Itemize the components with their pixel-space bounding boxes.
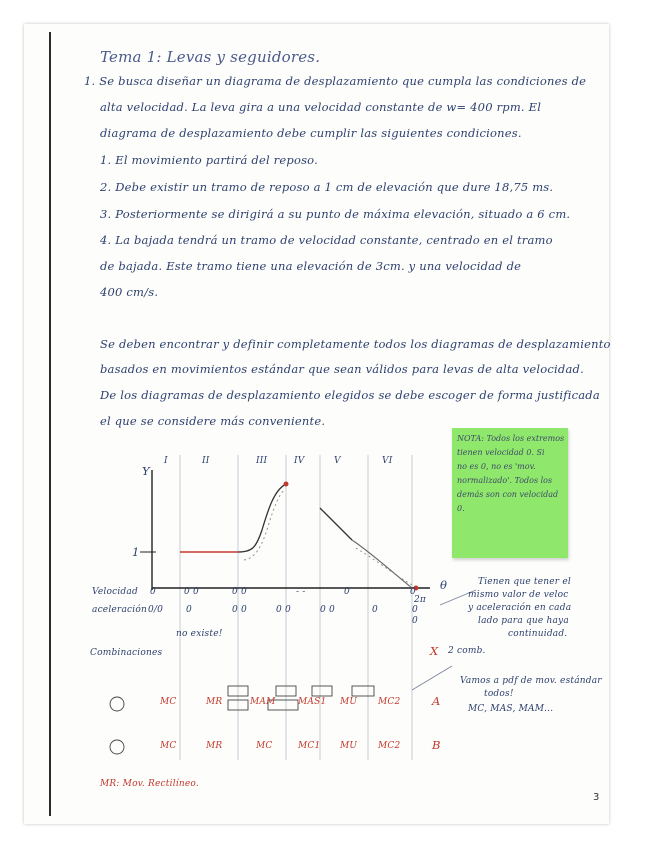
combo-a-mov: MR (206, 697, 223, 707)
combination-x: X (430, 644, 439, 658)
no-existe-note: no existe! (176, 629, 223, 639)
task-line: basados en movimientos estándar que sean válidos para levas de alta velocidad. (100, 362, 584, 376)
acceleration-value: 0 0 (276, 605, 291, 615)
combo-b-mov: MU (340, 741, 358, 751)
acceleration-value: 0 (186, 605, 192, 615)
combo-a-label: A (432, 694, 441, 708)
standard-mov-note-line: todos! (484, 689, 514, 699)
continuity-note-line: lado para que haya (478, 616, 569, 626)
task-line: el que se considere más conveniente. (100, 414, 326, 428)
combo-a-mov: MAS1 (298, 697, 327, 707)
max-point (284, 482, 289, 487)
page-number: 3 (593, 792, 600, 803)
combo-b-label: B (432, 738, 441, 752)
rise-curve (238, 484, 286, 552)
task-line: De los diagramas de desplazamiento elegidos se debe escoger de forma justificada (100, 388, 600, 402)
note-line: tienen velocidad 0. Si (457, 448, 545, 457)
problem-line: alta velocidad. La leva gira a una velocidad constante de w= 400 rpm. El (100, 100, 542, 114)
footnote: MR: Mov. Rectilíneo. (100, 779, 199, 789)
note-line: 0. (457, 504, 465, 513)
acceleration-end: 0 (412, 616, 418, 626)
velocity-value: 0 0 (184, 587, 199, 597)
section-label: IV (294, 456, 305, 466)
velocity-value: 0 0 (232, 587, 247, 597)
combo-b-circle (110, 740, 124, 754)
y-axis-label: Y (142, 464, 150, 478)
problem-line: de bajada. Este tramo tiene una elevación de 3cm. y una velocidad de (100, 259, 522, 273)
acceleration-value: 0 0 (232, 605, 247, 615)
problem-line: 1. Se busca diseñar un diagrama de desplazamiento que cumpla las condiciones de (84, 74, 587, 88)
y-tick-label: 1 (132, 545, 140, 559)
task-line: Se deben encontrar y definir completamente todos los diagramas de desplazamiento (100, 337, 611, 351)
combo-a-mov: MC2 (378, 697, 401, 707)
acceleration-value: 0 (372, 605, 378, 615)
standard-mov-note-line: Vamos a pdf de mov. estándar (460, 676, 602, 686)
velocity-row-label: Velocidad (92, 587, 138, 597)
problem-line: 3. Posteriormente se dirigirá a su punto de máxima elevación, situado a 6 cm. (100, 207, 571, 221)
velocity-value: 0 (150, 587, 156, 597)
theta-label: θ (440, 578, 448, 592)
note-arrow (412, 666, 452, 690)
combo-a-mov: MC (160, 697, 177, 707)
section-label: III (256, 456, 268, 466)
note-line: demás son con velocidad (457, 490, 559, 499)
fall-line (320, 508, 352, 540)
acceleration-value: 0 0 (320, 605, 335, 615)
acceleration-value: 0 (412, 605, 418, 615)
page-title: Tema 1: Levas y seguidores. (100, 48, 321, 66)
note-line: no es 0, no es 'mov. (457, 462, 536, 471)
acceleration-row-label: aceleración (92, 605, 147, 615)
problem-line: 2. Debe existir un tramo de reposo a 1 cm de elevación que dure 18,75 ms. (100, 180, 554, 194)
combo-b-mov: MC (160, 741, 177, 751)
combo-b-mov: MR (206, 741, 223, 751)
problem-line: 1. El movimiento partirá del reposo. (100, 153, 318, 167)
combo-b-mov: MC1 (298, 741, 321, 751)
combination-count: 2 comb. (448, 646, 486, 656)
note-line: NOTA: Todos los extremos (457, 434, 565, 443)
continuity-note-line: Tienen que tener el (478, 577, 571, 587)
section-label: I (164, 456, 168, 466)
section-label: II (202, 456, 210, 466)
combo-b-mov: MC2 (378, 741, 401, 751)
combo-a-circle (110, 697, 124, 711)
problem-line: diagrama de desplazamiento debe cumplir las siguientes condiciones. (100, 126, 522, 140)
standard-mov-note-line: MC, MAS, MAM... (468, 704, 554, 714)
velocity-value: - - (296, 587, 306, 597)
acceleration-value: 0/0 (148, 605, 164, 615)
fall-sketch (356, 548, 414, 586)
problem-line: 4. La bajada tendrá un tramo de velocidad constante, centrado en el tramo (100, 233, 553, 247)
combo-a-mov: MU (340, 697, 358, 707)
problem-line: 400 cm/s. (100, 285, 159, 299)
continuity-note-line: y aceleración en cada (468, 603, 572, 613)
velocity-value: 0 (344, 587, 350, 597)
continuity-note-line: mismo valor de veloc (468, 590, 569, 600)
combo-b-mov: MC (256, 741, 273, 751)
combinations-row-label: Combinaciones (90, 648, 163, 658)
continuity-note-line: continuidad. (508, 629, 568, 639)
fall-curve (352, 540, 412, 588)
note-line: normalizado'. Todos los (457, 476, 553, 485)
x-end-label: 2π (414, 595, 427, 605)
combo-a-mov: MAM (250, 697, 276, 707)
section-label: V (334, 456, 341, 466)
velocity-value: 0 (410, 587, 416, 597)
section-label: VI (382, 456, 393, 466)
